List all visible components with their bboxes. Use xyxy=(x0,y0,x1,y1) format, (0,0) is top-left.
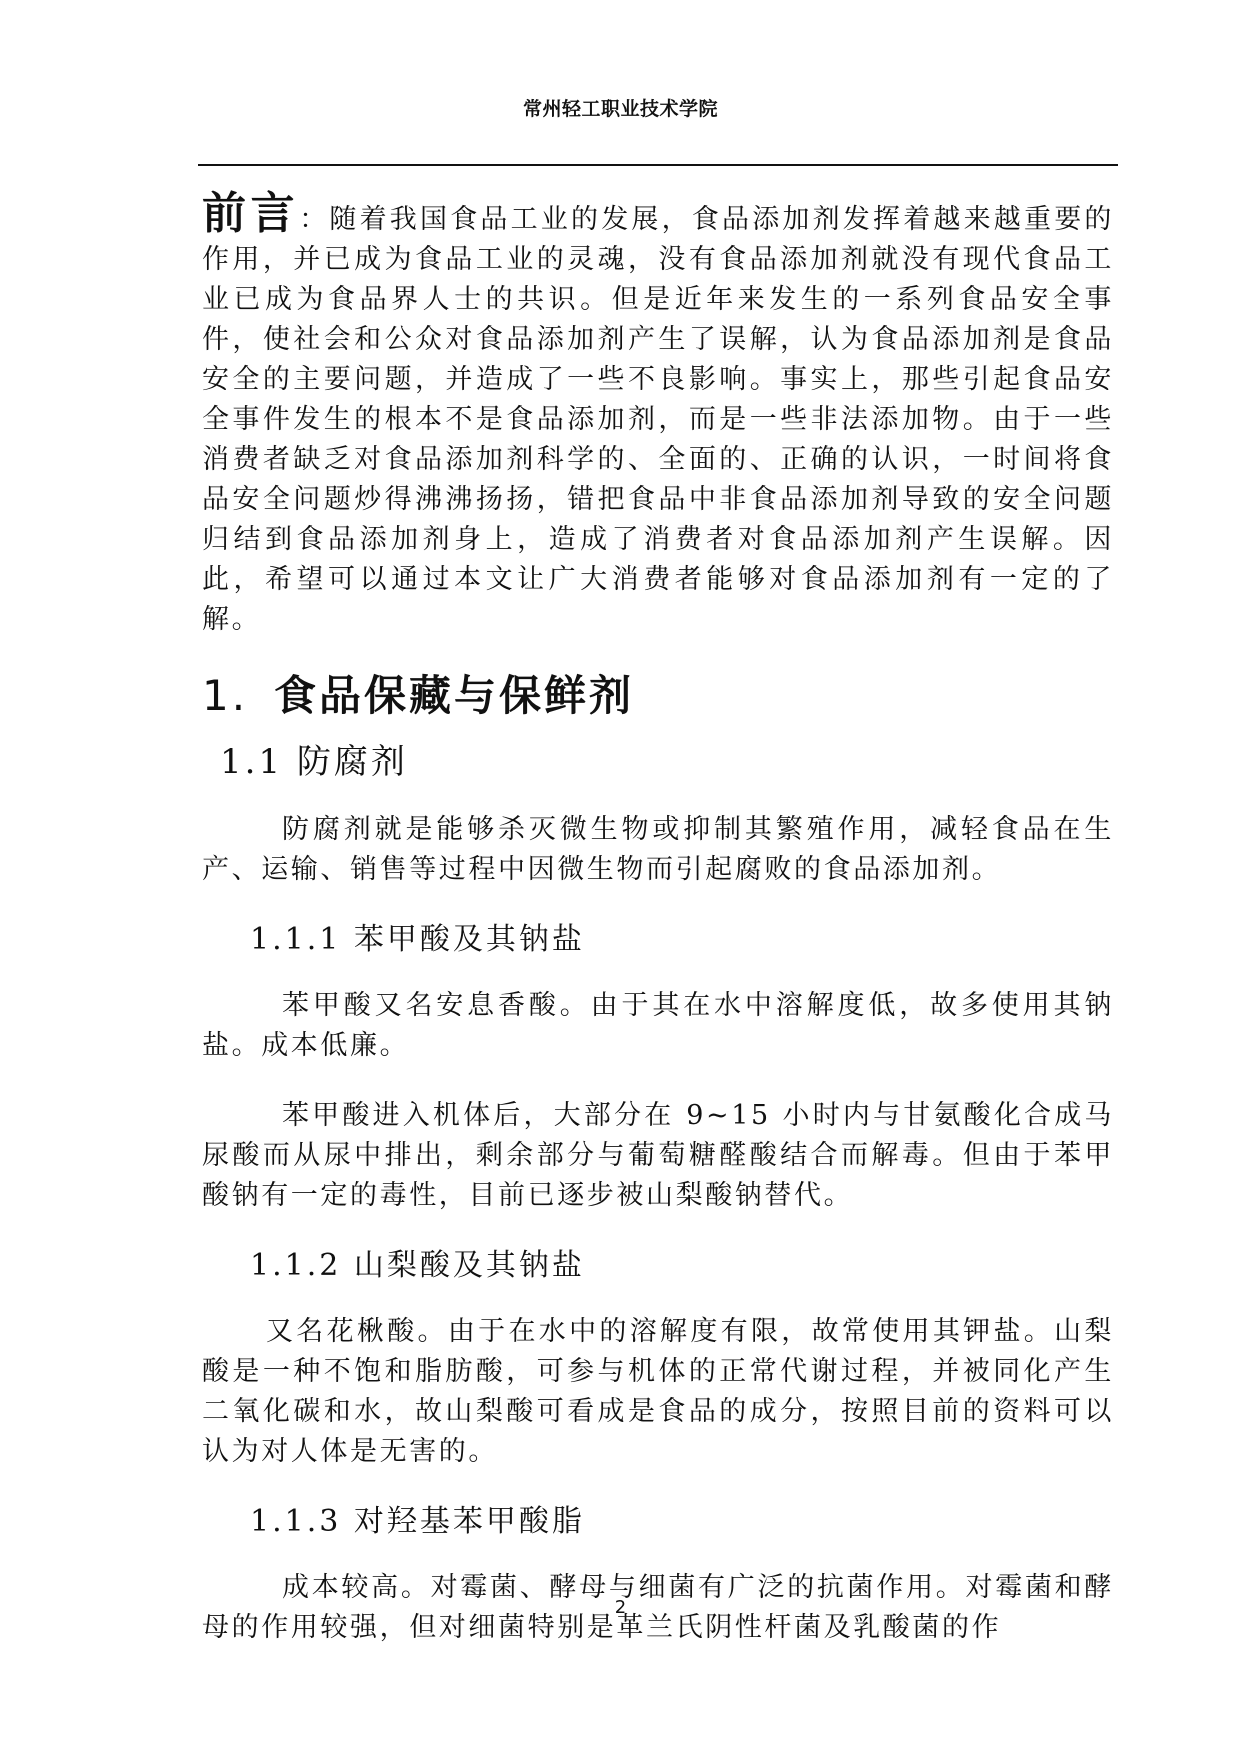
section-1-1-2-heading: 1.1.2 山梨酸及其钠盐 xyxy=(250,1248,585,1283)
section-1-1-1-heading: 1.1.1 苯甲酸及其钠盐 xyxy=(250,922,585,957)
institution-name: 常州轻工职业技术学院 xyxy=(522,98,718,120)
preface-colon: ： xyxy=(299,204,330,235)
section-1-1-2-paragraph: 又名花楸酸。由于在水中的溶解度有限，故常使用其钾盐。山梨酸是一种不饱和脂肪酸，可参与机体的正常代谢过程，并被同化产生二氧化碳和水，故山梨酸可看成是食品的成分，按照目前的资料可以认为对人体是无害的。 xyxy=(202,1316,1114,1467)
preface-label: 前言 xyxy=(202,188,300,239)
section-1-heading xyxy=(202,668,1114,724)
page-number: 2 xyxy=(614,1597,627,1618)
section-1-1-3-paragraph: 成本较高。对霉菌、酵母与细菌有广泛的抗菌作用。对霉菌和酵母的作用较强，但对细菌特别是革兰氏阴性杆菌及乳酸菌的作 xyxy=(202,1572,1114,1643)
header-divider xyxy=(198,164,1118,166)
section-1-1-1-paragraph-2: 苯甲酸进入机体后，大部分在 9~15 小时内与甘氨酸化合成马尿酸而从尿中排出，剩余部分与葡萄糖醛酸结合而解毒。但由于苯甲酸钠有一定的毒性，目前已逐步被山梨酸钠替代。 xyxy=(202,1100,1114,1211)
section-1-1-1-paragraph-1: 苯甲酸又名安息香酸。由于其在水中溶解度低，故多使用其钠盐。成本低廉。 xyxy=(202,990,1114,1061)
section-1-title: 食品保藏与保鲜剂 xyxy=(274,671,635,720)
preface-paragraph xyxy=(202,188,1114,640)
document-body xyxy=(202,188,1114,1648)
section-1-1-paragraph: 防腐剂就是能够杀灭微生物或抑制其繁殖作用，减轻食品在生产、运输、销售等过程中因微生物而引起腐败的食品添加剂。 xyxy=(202,814,1114,885)
section-1-number: 1. xyxy=(202,671,249,720)
preface-text: 随着我国食品工业的发展，食品添加剂发挥着越来越重要的作用，并已成为食品工业的灵魂，没有食品添加剂就没有现代食品工业已成为食品界人士的共识。但是近年来发生的一系列食品安全事件，使社会和公众对食品添加剂产生了误解，认为食品添加剂是食品安全的主要问题，并造成了一些不良影响。事实上，那些引起食品安全事件发生的根本不是食品添加剂，而是一些非法添加物。由于一些消费者缺乏对食品添加剂科学的、全面的、正确的认识，一时间将食品安全问题炒得沸沸扬扬，错把食品中非食品添加剂导致的安全问题归结到食品添加剂身上，造成了消费者对食品添加剂产生误解。因此，希望可以通过本文让广大消费者能够对食品添加剂有一定的了解。 xyxy=(202,204,1114,635)
section-1-1-heading: 1.1 防腐剂 xyxy=(220,742,408,782)
section-1-1-3-heading: 1.1.3 对羟基苯甲酸脂 xyxy=(250,1504,585,1539)
